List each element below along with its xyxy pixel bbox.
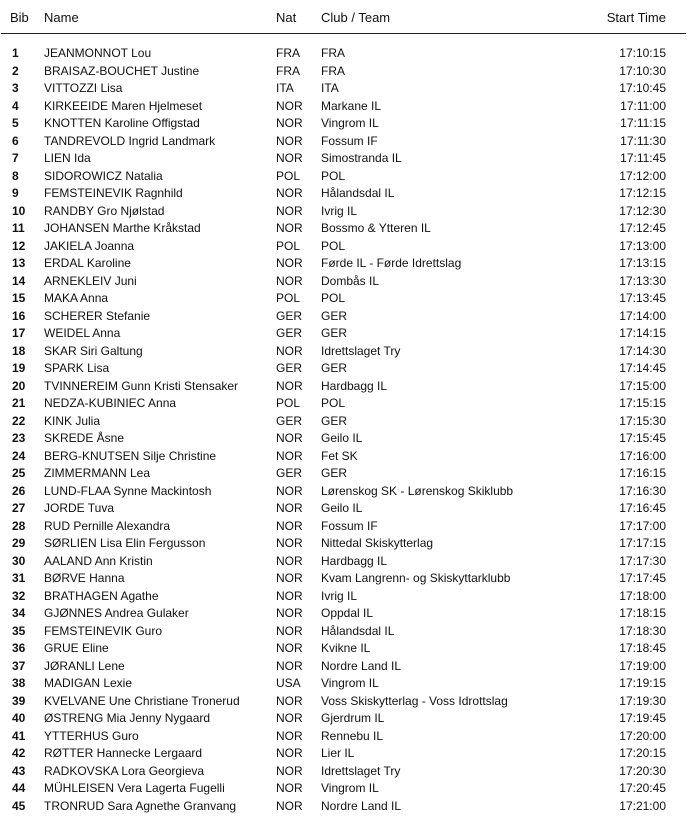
club-cell: Geilo IL xyxy=(321,431,363,445)
table-row xyxy=(0,325,687,343)
bib-cell: 30 xyxy=(12,553,26,568)
club-cell: Hålandsdal IL xyxy=(321,186,395,200)
header-bib: Bib xyxy=(10,10,29,25)
table-header xyxy=(0,0,687,34)
bib-cell: 37 xyxy=(12,658,26,673)
table-row xyxy=(0,570,687,588)
bib-cell: 9 xyxy=(12,186,19,200)
start-time-cell: 17:19:45 xyxy=(619,711,666,725)
start-time-cell: 17:14:45 xyxy=(619,361,666,375)
bib-cell: 39 xyxy=(12,693,26,708)
start-time-cell: 17:11:30 xyxy=(620,133,666,148)
start-time-cell: 17:17:15 xyxy=(619,536,666,550)
nat-cell: NOR xyxy=(276,448,303,463)
start-time-cell: 17:11:15 xyxy=(620,116,666,130)
start-time-cell: 17:18:00 xyxy=(619,588,666,603)
table-row xyxy=(0,168,687,186)
bib-cell: 4 xyxy=(12,98,19,113)
bib-cell: 20 xyxy=(12,378,26,393)
table-row xyxy=(0,780,687,798)
table-row xyxy=(0,343,687,361)
table-row xyxy=(0,518,687,536)
start-time-cell: 17:18:45 xyxy=(619,641,666,655)
nat-cell: NOR xyxy=(276,203,303,218)
bib-cell: 8 xyxy=(12,168,19,183)
start-time-cell: 17:14:15 xyxy=(619,326,666,340)
name-cell: JØRANLI Lene xyxy=(44,658,125,673)
start-time-cell: 17:14:30 xyxy=(619,343,666,358)
bib-cell: 18 xyxy=(12,343,26,358)
name-cell: JOHANSEN Marthe Kråkstad xyxy=(44,221,201,235)
table-row xyxy=(0,483,687,501)
club-cell: GER xyxy=(321,413,348,428)
name-cell: BERG-KNUTSEN Silje Christine xyxy=(44,448,217,463)
nat-cell: NOR xyxy=(276,133,303,148)
nat-cell: USA xyxy=(276,676,301,690)
bib-cell: 13 xyxy=(12,256,26,270)
name-cell: GRUE Eline xyxy=(44,641,109,655)
club-cell: ITA xyxy=(321,81,339,95)
table-row xyxy=(0,413,687,431)
start-time-cell: 17:19:00 xyxy=(619,658,666,673)
nat-cell: GER xyxy=(276,466,303,480)
name-cell: KIRKEEIDE Maren Hjelmeset xyxy=(44,98,203,113)
club-cell: Idrettslaget Try xyxy=(321,343,401,358)
nat-cell: NOR xyxy=(276,151,303,165)
bib-cell: 11 xyxy=(12,221,25,235)
nat-cell: NOR xyxy=(276,588,303,603)
start-time-cell: 17:12:00 xyxy=(619,168,666,183)
name-cell: SCHERER Stefanie xyxy=(44,308,151,323)
start-time-cell: 17:20:00 xyxy=(619,728,666,743)
name-cell: BRAISAZ-BOUCHET Justine xyxy=(44,63,200,78)
club-cell: Vingrom IL xyxy=(321,676,379,690)
start-time-cell: 17:10:15 xyxy=(619,46,666,60)
nat-cell: NOR xyxy=(276,273,303,288)
club-cell: Rennebu IL xyxy=(321,728,384,743)
name-cell: ARNEKLEIV Juni xyxy=(44,273,137,288)
bib-cell: 38 xyxy=(12,676,26,690)
name-cell: BRATHAGEN Agathe xyxy=(44,588,159,603)
club-cell: Oppdal IL xyxy=(321,606,374,620)
nat-cell: NOR xyxy=(276,798,303,813)
start-time-cell: 17:20:45 xyxy=(619,781,666,795)
bib-cell: 12 xyxy=(12,238,26,253)
name-cell: KINK Julia xyxy=(44,413,101,428)
name-cell: LUND-FLAA Synne Mackintosh xyxy=(44,483,212,498)
table-row xyxy=(0,80,687,98)
nat-cell: GER xyxy=(276,361,303,375)
table-row xyxy=(0,675,687,693)
bib-cell: 26 xyxy=(12,483,26,498)
table-row xyxy=(0,605,687,623)
start-time-cell: 17:16:15 xyxy=(619,466,666,480)
name-cell: ERDAL Karoline xyxy=(44,256,131,270)
start-time-cell: 17:12:30 xyxy=(619,203,666,218)
name-cell: MADIGAN Lexie xyxy=(44,676,133,690)
table-row xyxy=(0,500,687,518)
bib-cell: 34 xyxy=(12,606,26,620)
club-cell: Kvikne IL xyxy=(321,641,371,655)
club-cell: POL xyxy=(321,168,346,183)
nat-cell: NOR xyxy=(276,536,303,550)
club-cell: Fossum IF xyxy=(321,133,378,148)
table-row xyxy=(0,378,687,396)
table-row xyxy=(0,623,687,641)
name-cell: SØRLIEN Lisa Elin Fergusson xyxy=(44,536,206,550)
start-time-cell: 17:14:00 xyxy=(619,308,666,323)
start-time-cell: 17:12:15 xyxy=(619,186,666,200)
nat-cell: NOR xyxy=(276,711,303,725)
name-cell: MAKA Anna xyxy=(44,291,109,305)
start-time-cell: 17:13:45 xyxy=(619,291,666,305)
club-cell: Bossmo & Ytteren IL xyxy=(321,221,431,235)
start-time-cell: 17:19:30 xyxy=(619,693,666,708)
nat-cell: FRA xyxy=(276,46,300,60)
nat-cell: NOR xyxy=(276,571,303,585)
club-cell: GER xyxy=(321,326,348,340)
header-name: Name xyxy=(44,10,79,25)
start-time-cell: 17:18:30 xyxy=(619,623,666,638)
bib-cell: 32 xyxy=(12,588,26,603)
table-row xyxy=(0,273,687,291)
bib-cell: 7 xyxy=(12,151,19,165)
name-cell: JAKIELA Joanna xyxy=(44,238,135,253)
bib-cell: 27 xyxy=(12,501,26,515)
nat-cell: NOR xyxy=(276,553,303,568)
bib-cell: 15 xyxy=(12,291,26,305)
start-time-cell: 17:15:30 xyxy=(619,413,666,428)
name-cell: SPARK Lisa xyxy=(44,361,110,375)
club-cell: Vingrom IL xyxy=(321,116,379,130)
name-cell: SKREDE Åsne xyxy=(44,431,125,445)
name-cell: LIEN Ida xyxy=(44,151,91,165)
club-cell: Geilo IL xyxy=(321,501,363,515)
name-cell: GJØNNES Andrea Gulaker xyxy=(44,606,189,620)
start-time-cell: 17:21:00 xyxy=(619,798,666,813)
nat-cell: NOR xyxy=(276,658,303,673)
start-time-cell: 17:17:30 xyxy=(619,553,666,568)
nat-cell: POL xyxy=(276,396,301,410)
start-time-cell: 17:16:00 xyxy=(619,448,666,463)
nat-cell: FRA xyxy=(276,63,300,78)
table-row xyxy=(0,448,687,466)
name-cell: TVINNEREIM Gunn Kristi Stensaker xyxy=(44,378,239,393)
bib-cell: 10 xyxy=(12,203,26,218)
start-time-cell: 17:17:45 xyxy=(619,571,666,585)
table-row xyxy=(0,588,687,606)
club-cell: Ivrig IL xyxy=(321,203,358,218)
club-cell: Vingrom IL xyxy=(321,781,379,795)
nat-cell: NOR xyxy=(276,501,303,515)
club-cell: POL xyxy=(321,238,346,253)
table-row xyxy=(0,255,687,273)
table-row xyxy=(0,553,687,571)
nat-cell: NOR xyxy=(276,641,303,655)
table-row xyxy=(0,640,687,658)
table-row xyxy=(0,535,687,553)
nat-cell: NOR xyxy=(276,116,303,130)
bib-cell: 1 xyxy=(12,46,19,60)
club-cell: Nordre Land IL xyxy=(321,658,402,673)
club-cell: Hardbagg IL xyxy=(321,553,388,568)
table-row xyxy=(0,98,687,116)
nat-cell: NOR xyxy=(276,431,303,445)
bib-cell: 31 xyxy=(12,571,26,585)
start-time-cell: 17:13:30 xyxy=(619,273,666,288)
club-cell: Lier IL xyxy=(321,746,355,760)
club-cell: Hålandsdal IL xyxy=(321,623,395,638)
club-cell: Nittedal Skiskytterlag xyxy=(321,536,434,550)
table-row xyxy=(0,203,687,221)
table-row xyxy=(0,693,687,711)
table-row xyxy=(0,45,687,63)
club-cell: POL xyxy=(321,396,346,410)
nat-cell: NOR xyxy=(276,186,303,200)
bib-cell: 5 xyxy=(12,116,19,130)
name-cell: JEANMONNOT Lou xyxy=(44,46,152,60)
name-cell: FEMSTEINEVIK Ragnhild xyxy=(44,186,183,200)
nat-cell: POL xyxy=(276,238,301,253)
table-row xyxy=(0,185,687,203)
table-row xyxy=(0,220,687,238)
nat-cell: ITA xyxy=(276,81,294,95)
bib-cell: 17 xyxy=(12,326,26,340)
name-cell: JORDE Tuva xyxy=(44,501,115,515)
club-cell: GER xyxy=(321,308,348,323)
club-cell: POL xyxy=(321,291,346,305)
bib-cell: 19 xyxy=(12,361,26,375)
bib-cell: 44 xyxy=(12,781,26,795)
club-cell: GER xyxy=(321,361,348,375)
club-cell: Idrettslaget Try xyxy=(321,763,401,778)
bib-cell: 35 xyxy=(12,623,26,638)
name-cell: KVELVANE Une Christiane Tronerud xyxy=(44,693,240,708)
name-cell: RADKOVSKA Lora Georgieva xyxy=(44,763,205,778)
nat-cell: POL xyxy=(276,168,301,183)
start-time-cell: 17:16:30 xyxy=(619,483,666,498)
table-row xyxy=(0,658,687,676)
bib-cell: 16 xyxy=(12,308,26,323)
start-time-cell: 17:15:15 xyxy=(619,396,666,410)
club-cell: Simostranda IL xyxy=(321,151,402,165)
name-cell: RANDBY Gro Njølstad xyxy=(44,203,165,218)
bib-cell: 14 xyxy=(12,273,26,288)
bib-cell: 21 xyxy=(12,396,26,410)
start-time-cell: 17:10:45 xyxy=(619,81,666,95)
table-row xyxy=(0,395,687,413)
nat-cell: NOR xyxy=(276,518,303,533)
header-club-team: Club / Team xyxy=(321,10,391,25)
name-cell: FEMSTEINEVIK Guro xyxy=(44,623,163,638)
nat-cell: GER xyxy=(276,308,303,323)
bib-cell: 45 xyxy=(12,798,26,813)
nat-cell: NOR xyxy=(276,256,303,270)
start-time-cell: 17:19:15 xyxy=(619,676,666,690)
club-cell: Ivrig IL xyxy=(321,588,358,603)
start-time-cell: 17:15:45 xyxy=(619,431,666,445)
nat-cell: NOR xyxy=(276,781,303,795)
nat-cell: NOR xyxy=(276,728,303,743)
club-cell: Fossum IF xyxy=(321,518,378,533)
name-cell: SIDOROWICZ Natalia xyxy=(44,168,163,183)
nat-cell: NOR xyxy=(276,606,303,620)
club-cell: GER xyxy=(321,466,348,480)
club-cell: Hardbagg IL xyxy=(321,378,388,393)
bib-cell: 41 xyxy=(12,728,26,743)
table-row xyxy=(0,430,687,448)
table-row xyxy=(0,308,687,326)
name-cell: SKAR Siri Galtung xyxy=(44,343,143,358)
club-cell: Lørenskog SK - Lørenskog Skiklubb xyxy=(321,483,514,498)
club-cell: Førde IL - Førde Idrettslag xyxy=(321,256,462,270)
bib-cell: 24 xyxy=(12,448,26,463)
table-row xyxy=(0,763,687,781)
nat-cell: NOR xyxy=(276,746,303,760)
name-cell: ZIMMERMANN Lea xyxy=(44,466,151,480)
name-cell: ØSTRENG Mia Jenny Nygaard xyxy=(44,711,211,725)
start-time-cell: 17:18:15 xyxy=(619,606,666,620)
start-time-cell: 17:15:00 xyxy=(619,378,666,393)
bib-cell: 29 xyxy=(12,536,26,550)
nat-cell: NOR xyxy=(276,483,303,498)
table-row xyxy=(0,133,687,151)
start-time-cell: 17:12:45 xyxy=(619,221,666,235)
table-row xyxy=(0,115,687,133)
table-row xyxy=(0,465,687,483)
nat-cell: POL xyxy=(276,291,301,305)
name-cell: TRONRUD Sara Agnethe Granvang xyxy=(44,798,237,813)
nat-cell: NOR xyxy=(276,221,303,235)
header-nat: Nat xyxy=(276,10,297,25)
club-cell: Markane IL xyxy=(321,98,382,113)
nat-cell: NOR xyxy=(276,693,303,708)
nat-cell: NOR xyxy=(276,378,303,393)
nat-cell: NOR xyxy=(276,623,303,638)
start-time-cell: 17:11:45 xyxy=(620,151,666,165)
start-time-cell: 17:13:15 xyxy=(619,256,666,270)
table-row xyxy=(0,238,687,256)
bib-cell: 42 xyxy=(12,746,26,760)
bib-cell: 3 xyxy=(12,81,19,95)
name-cell: RØTTER Hannecke Lergaard xyxy=(44,746,203,760)
nat-cell: NOR xyxy=(276,98,303,113)
nat-cell: GER xyxy=(276,326,303,340)
name-cell: YTTERHUS Guro xyxy=(44,728,139,743)
start-time-cell: 17:20:30 xyxy=(619,763,666,778)
club-cell: Fet SK xyxy=(321,448,358,463)
club-cell: Nordre Land IL xyxy=(321,798,402,813)
name-cell: NEDZA-KUBINIEC Anna xyxy=(44,396,177,410)
start-time-cell: 17:11:00 xyxy=(620,98,666,113)
table-row xyxy=(0,798,687,816)
club-cell: FRA xyxy=(321,63,345,78)
header-start-time: Start Time xyxy=(606,10,666,25)
bib-cell: 23 xyxy=(12,431,26,445)
bib-cell: 6 xyxy=(12,133,19,148)
bib-cell: 36 xyxy=(12,641,26,655)
name-cell: KNOTTEN Karoline Offigstad xyxy=(44,116,200,130)
nat-cell: GER xyxy=(276,413,303,428)
header-divider xyxy=(1,33,686,34)
start-time-cell: 17:17:00 xyxy=(619,518,666,533)
club-cell: Voss Skiskytterlag - Voss Idrottslag xyxy=(321,693,508,708)
start-time-cell: 17:20:15 xyxy=(619,746,666,760)
start-time-cell: 17:13:00 xyxy=(619,238,666,253)
start-time-cell: 17:16:45 xyxy=(619,501,666,515)
bib-cell: 2 xyxy=(12,63,19,78)
nat-cell: NOR xyxy=(276,763,303,778)
name-cell: TANDREVOLD Ingrid Landmark xyxy=(44,133,216,148)
name-cell: BØRVE Hanna xyxy=(44,571,125,585)
name-cell: WEIDEL Anna xyxy=(44,326,121,340)
bib-cell: 28 xyxy=(12,518,26,533)
name-cell: RUD Pernille Alexandra xyxy=(44,518,171,533)
club-cell: Gjerdrum IL xyxy=(321,711,385,725)
table-row xyxy=(0,150,687,168)
table-row xyxy=(0,710,687,728)
bib-cell: 40 xyxy=(12,711,26,725)
table-row xyxy=(0,63,687,81)
start-list-table xyxy=(0,45,687,815)
club-cell: Dombås IL xyxy=(321,273,380,288)
start-time-cell: 17:10:30 xyxy=(619,63,666,78)
bib-cell: 25 xyxy=(12,466,26,480)
bib-cell: 22 xyxy=(12,413,26,428)
name-cell: MÜHLEISEN Vera Lagerta Fugelli xyxy=(44,781,225,795)
bib-cell: 43 xyxy=(12,763,26,778)
table-row xyxy=(0,728,687,746)
club-cell: FRA xyxy=(321,46,345,60)
name-cell: VITTOZZI Lisa xyxy=(44,81,123,95)
table-row xyxy=(0,745,687,763)
table-row xyxy=(0,290,687,308)
club-cell: Kvam Langrenn- og Skiskyttarklubb xyxy=(321,571,511,585)
nat-cell: NOR xyxy=(276,343,303,358)
table-row xyxy=(0,360,687,378)
name-cell: AALAND Ann Kristin xyxy=(44,553,153,568)
